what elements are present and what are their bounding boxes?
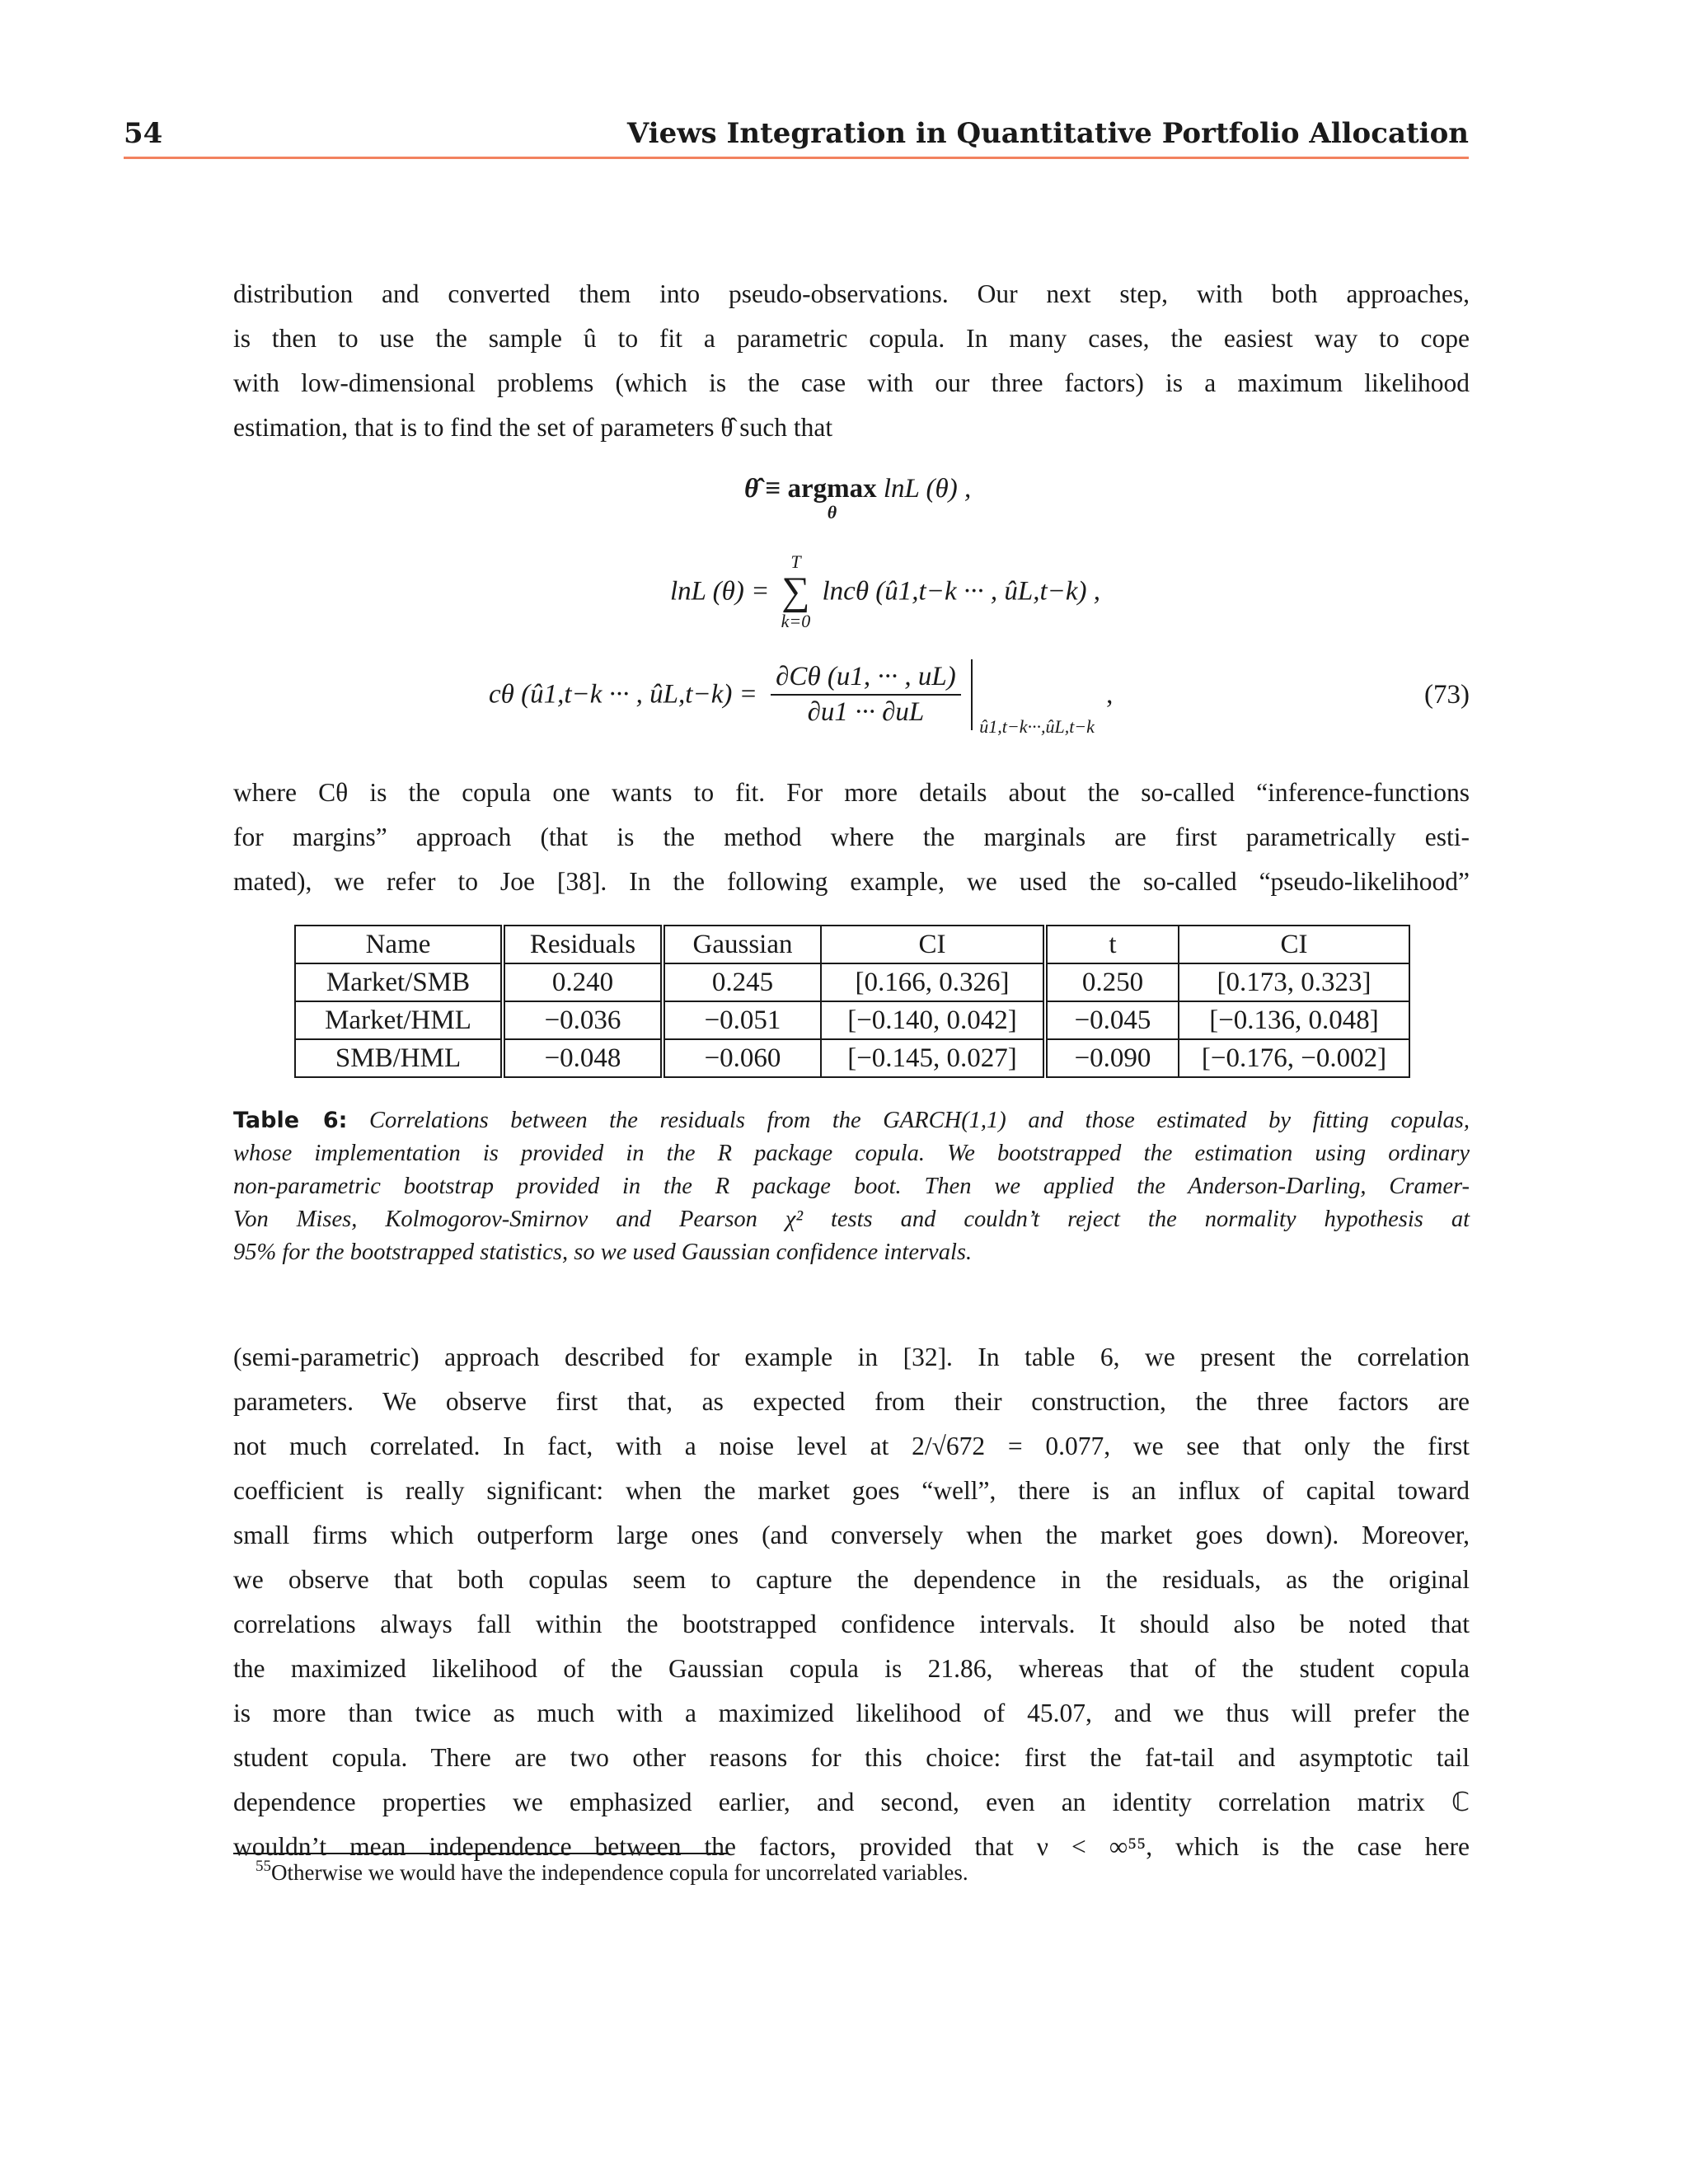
table-cell: [0.173, 0.323] xyxy=(1179,963,1409,1001)
text-line: for margins” approach (that is the method where the marginals are first parametrically esti- xyxy=(233,823,1470,851)
footnote-text: Otherwise we would have the independence copula for uncorrelated variables. xyxy=(271,1860,968,1885)
table-cell: −0.045 xyxy=(1045,1001,1179,1039)
table-cell: SMB/HML xyxy=(295,1039,503,1077)
footnote-mark: 55 xyxy=(256,1858,271,1875)
table-row xyxy=(295,963,1409,1001)
caption-text: non-parametric bootstrap provided in the R package boot. Then we applied the Anderson-Darling, Cramer- xyxy=(233,1174,1470,1199)
column-header: CI xyxy=(821,926,1045,963)
column-header: Name xyxy=(295,926,503,963)
table-cell: 0.240 xyxy=(503,963,663,1001)
text-line: correlations always fall within the bootstrapped confidence intervals. It should also be noted that xyxy=(233,1610,1470,1638)
text-line: estimation, that is to find the set of parameters θ̂ such that xyxy=(233,413,833,442)
table-caption xyxy=(233,1104,1470,1269)
table-row xyxy=(295,1039,1409,1077)
table-cell: [−0.176, −0.002] xyxy=(1179,1039,1409,1077)
text-line: coefficient is really significant: when the market goes “well”, there is an influx of capital toward xyxy=(233,1476,1470,1505)
table-cell: −0.060 xyxy=(663,1039,821,1077)
text-line: not much correlated. In fact, with a noise level at 2/√672 = 0.077, we see that only the first xyxy=(233,1432,1470,1460)
text-line: wouldn’t mean independence between the factors, provided that ν < ∞⁵⁵, which is the case here xyxy=(233,1832,1470,1861)
text-line: dependence properties we emphasized earlier, and second, even an identity correlation matrix ℂ xyxy=(233,1788,1470,1816)
text-line: mated), we refer to Joe [38]. In the following example, we used the so-called “pseudo-likelihood” xyxy=(233,867,1470,896)
summation-sign: ∑ xyxy=(781,569,810,613)
caption-text: Correlations between the residuals from the GARCH(1,1) and those estimated by fitting copulas, xyxy=(369,1108,1470,1133)
text-line: is then to use the sample û to fit a parametric copula. In many cases, the easiest way to cope xyxy=(233,324,1470,353)
text-line: distribution and converted them into pseudo-observations. Our next step, with both approaches, xyxy=(233,279,1470,308)
table-row xyxy=(295,1001,1409,1039)
table-cell: −0.048 xyxy=(503,1039,663,1077)
running-header xyxy=(124,115,1469,159)
equation-log-likelihood: lnL (θ) = T ∑ k=0 lncθ (û1,t−k ··· , ûL,t−k) , xyxy=(670,551,1101,631)
text-line: is more than twice as much with a maximized likelihood of 45.07, and we thus will prefer the xyxy=(233,1699,1470,1727)
table-cell: 0.245 xyxy=(663,963,821,1001)
text-line: small firms which outperform large ones (and conversely when the market goes down). Moreover, xyxy=(233,1521,1470,1549)
column-header: CI xyxy=(1179,926,1409,963)
column-header: t xyxy=(1045,926,1179,963)
table-cell: Market/HML xyxy=(295,1001,503,1039)
table-header-row xyxy=(295,926,1409,963)
equation-copula-density: cθ (û1,t−k ··· , ûL,t−k) = $\frac{\partial C\theta (u1, \cdot\cdot\cdot , uL)}{\partial u1 \cdot\cdot\cdot \partial uL}$ û1,t−k···,ûL,t−k , xyxy=(489,659,1113,738)
text-line: where Cθ is the copula one wants to fit. For more details about the so-called “inference-functions xyxy=(233,778,1470,807)
text-line: we observe that both copulas seem to capture the dependence in the residuals, as the original xyxy=(233,1565,1470,1594)
table-cell: Market/SMB xyxy=(295,963,503,1001)
table-cell: −0.090 xyxy=(1045,1039,1179,1077)
table-cell: −0.036 xyxy=(503,1001,663,1039)
paragraph-intro xyxy=(233,272,1470,450)
column-header: Gaussian xyxy=(663,926,821,963)
table-cell: 0.250 xyxy=(1045,963,1179,1001)
caption-text: whose implementation is provided in the R package copula. We bootstrapped the estimation using ordinary xyxy=(233,1141,1470,1166)
text-line: parameters. We observe first that, as expected from their construction, the three factors are xyxy=(233,1387,1470,1416)
text-line: (semi-parametric) approach described for example in [32]. In table 6, we present the correlation xyxy=(233,1343,1470,1371)
footnote-rule xyxy=(233,1853,728,1854)
table-cell: [−0.136, 0.048] xyxy=(1179,1001,1409,1039)
text-line: the maximized likelihood of the Gaussian copula is 21.86, whereas that of the student copula xyxy=(233,1654,1470,1683)
caption-text: Von Mises, Kolmogorov-Smirnov and Pearson χ² tests and couldn’t reject the normality hypothesis at xyxy=(233,1207,1470,1232)
text-line: student copula. There are two other reasons for this choice: first the fat-tail and asymptotic tail xyxy=(233,1743,1470,1772)
equation-block-73 xyxy=(233,474,1470,754)
table-cell: [−0.145, 0.027] xyxy=(821,1039,1045,1077)
footnote xyxy=(256,1858,968,1886)
paragraph-copula-fit xyxy=(233,771,1470,904)
column-header: Residuals xyxy=(503,926,663,963)
table-cell: [−0.140, 0.042] xyxy=(821,1001,1045,1039)
table-cell: [0.166, 0.326] xyxy=(821,963,1045,1001)
table-cell: −0.051 xyxy=(663,1001,821,1039)
caption-text: 95% for the bootstrapped statistics, so we used Gaussian confidence intervals. xyxy=(233,1240,973,1265)
page-number: 54 xyxy=(124,117,163,150)
equation-argmax: θ̂ ≡ argmax θ lnL (θ) , xyxy=(744,474,972,523)
argmax-operator: argmax xyxy=(787,474,877,504)
paragraph-results xyxy=(233,1335,1470,1869)
correlation-table xyxy=(294,925,1410,1078)
equation-number: (73) xyxy=(1424,680,1470,710)
text-line: with low-dimensional problems (which is the case with our three factors) is a maximum likelihood xyxy=(233,368,1470,397)
caption-label: Table 6: xyxy=(233,1108,348,1133)
running-title: Views Integration in Quantitative Portfolio Allocation xyxy=(626,117,1469,150)
